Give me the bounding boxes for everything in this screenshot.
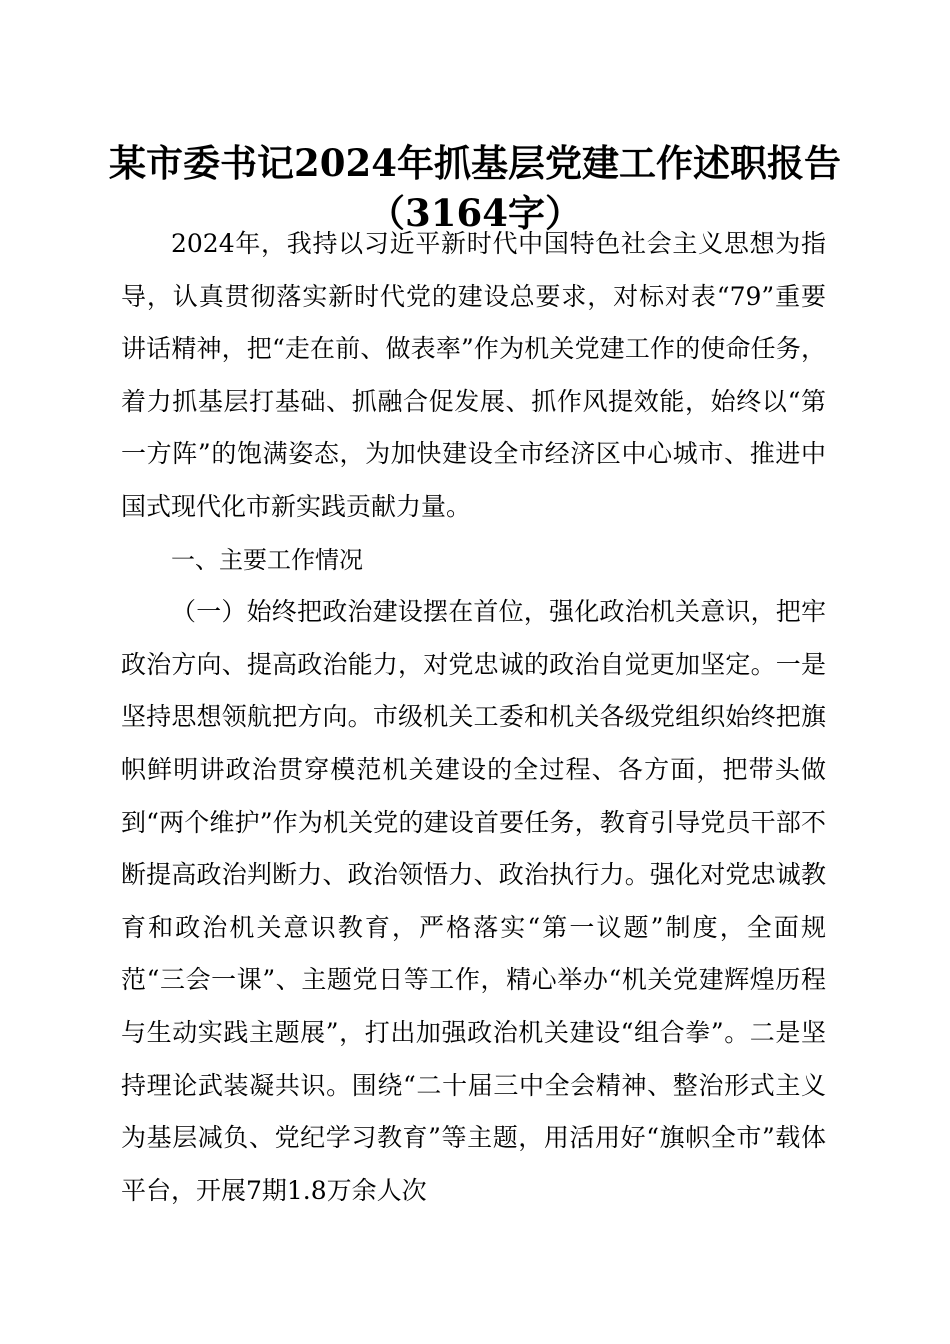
- intro-paragraph: 2024年，我持以习近平新时代中国特色社会主义思想为指导，认真贯彻落实新时代党的建设总要求，对标对表“79”重要讲话精神，把“走在前、做表率”作为机关党建工作的使命任务，着力抓基层打基础、抓融合促发展、抓作风提效能，始终以“第一方阵”的饱满姿态，为加快建设全市经济区中心城市、推进中国式现代化市新实践贡献力量。: [121, 229, 826, 521]
- section-heading: 一、主要工作情况: [171, 545, 363, 574]
- document-title: 某市委书记2024年抓基层党建工作述职报告: [109, 141, 841, 185]
- document-body: [121, 218, 826, 1217]
- document-subtitle-word-count: （3164字）: [368, 191, 582, 235]
- body-paragraph: （一）始终把政治建设摆在首位，强化政治机关意识，把牢政治方向、提高政治能力，对党忠诚的政治自觉更加坚定。一是坚持思想领航把方向。市级机关工委和机关各级党组织始终把旗帜鲜明讲政治贯穿模范机关建设的全过程、各方面，把带头做到“两个维护”作为机关党的建设首要任务，教育引导党员干部不断提高政治判断力、政治领悟力、政治执行力。强化对党忠诚教育和政治机关意识教育，严格落实“第一议题”制度，全面规范“三会一课”、主题党日等工作，精心举办“机关党建辉煌历程与生动实践主题展”，打出加强政治机关建设“组合拳”。二是坚持理论武装凝共识。围绕“二十届三中全会精神、整治形式主义为基层减负、党纪学习教育”等主题，用活用好“旗帜全市”载体平台，开展7期1.8万余人次: [121, 597, 826, 1205]
